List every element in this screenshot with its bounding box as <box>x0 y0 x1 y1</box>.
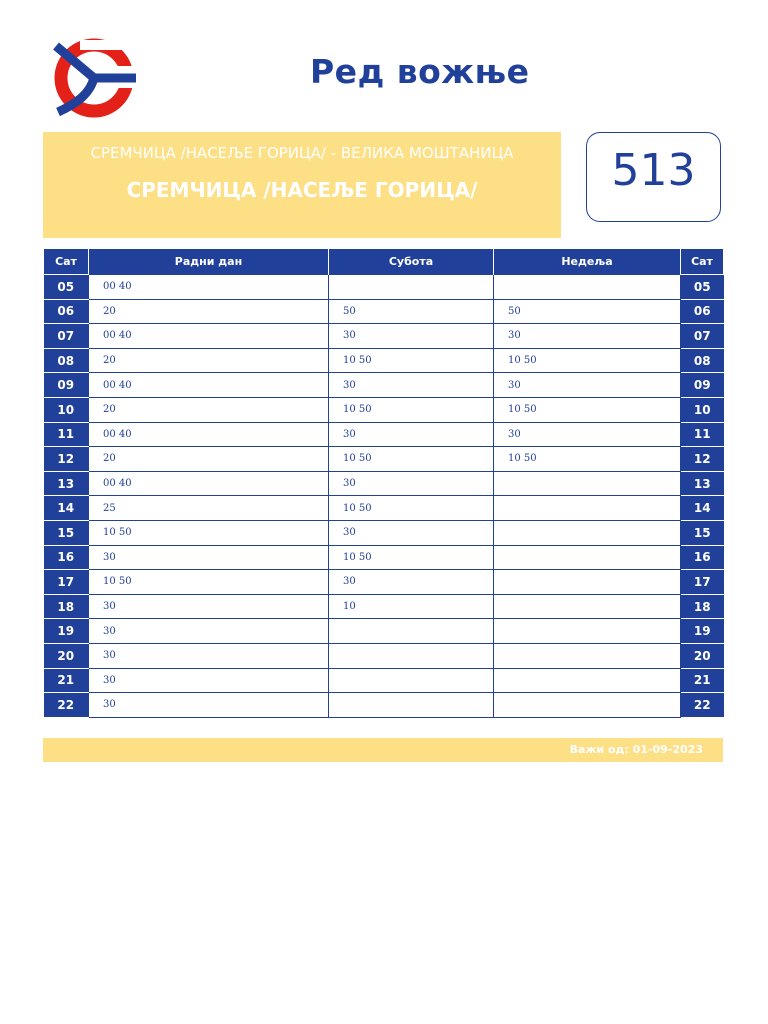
sunday-minutes-cell <box>494 594 681 619</box>
table-row <box>44 299 724 324</box>
sunday-minutes-cell <box>494 619 681 644</box>
table-row <box>44 668 724 693</box>
hour-cell-right: 16 <box>681 545 724 570</box>
header-hour-left: Сат <box>44 249 89 275</box>
sunday-minutes-cell: 30 <box>494 422 681 447</box>
saturday-minutes-cell <box>329 643 494 668</box>
hour-cell: 16 <box>44 545 89 570</box>
table-row <box>44 422 724 447</box>
sunday-minutes-cell <box>494 275 681 300</box>
hour-cell-right: 19 <box>681 619 724 644</box>
weekday-minutes-cell: 30 <box>89 619 329 644</box>
sunday-minutes-cell: 10 50 <box>494 397 681 422</box>
timetable-body <box>44 275 724 718</box>
sunday-minutes-cell <box>494 668 681 693</box>
hour-cell: 09 <box>44 373 89 398</box>
table-row <box>44 324 724 349</box>
hour-cell-right: 08 <box>681 348 724 373</box>
saturday-minutes-cell: 10 50 <box>329 545 494 570</box>
sunday-minutes-cell <box>494 693 681 718</box>
weekday-minutes-cell: 30 <box>89 643 329 668</box>
table-row <box>44 545 724 570</box>
table-row <box>44 496 724 521</box>
saturday-minutes-cell: 30 <box>329 520 494 545</box>
hour-cell-right: 14 <box>681 496 724 521</box>
hour-cell-right: 06 <box>681 299 724 324</box>
saturday-minutes-cell: 30 <box>329 373 494 398</box>
weekday-minutes-cell: 30 <box>89 668 329 693</box>
saturday-minutes-cell: 30 <box>329 422 494 447</box>
weekday-minutes-cell: 10 50 <box>89 570 329 595</box>
table-row <box>44 693 724 718</box>
footer-bar <box>43 738 723 762</box>
sunday-minutes-cell <box>494 471 681 496</box>
hour-cell-right: 12 <box>681 447 724 472</box>
sunday-minutes-cell: 10 50 <box>494 348 681 373</box>
hour-cell: 11 <box>44 422 89 447</box>
weekday-minutes-cell: 00 40 <box>89 422 329 447</box>
sunday-minutes-cell: 30 <box>494 373 681 398</box>
header-hour-right: Сат <box>681 249 724 275</box>
hour-cell-right: 13 <box>681 471 724 496</box>
sunday-minutes-cell: 10 50 <box>494 447 681 472</box>
hour-cell-right: 07 <box>681 324 724 349</box>
table-row <box>44 471 724 496</box>
saturday-minutes-cell: 50 <box>329 299 494 324</box>
hour-cell-right: 15 <box>681 520 724 545</box>
saturday-minutes-cell: 10 50 <box>329 447 494 472</box>
sunday-minutes-cell <box>494 496 681 521</box>
weekday-minutes-cell: 20 <box>89 299 329 324</box>
valid-from-label: Важи од: 01-09-2023 <box>569 743 703 756</box>
hour-cell: 19 <box>44 619 89 644</box>
weekday-minutes-cell: 20 <box>89 447 329 472</box>
timetable-header-row <box>44 249 724 275</box>
hour-cell: 18 <box>44 594 89 619</box>
hour-cell-right: 10 <box>681 397 724 422</box>
header-saturday: Субота <box>329 249 494 275</box>
saturday-minutes-cell: 10 50 <box>329 397 494 422</box>
weekday-minutes-cell: 25 <box>89 496 329 521</box>
weekday-minutes-cell: 20 <box>89 397 329 422</box>
hour-cell: 06 <box>44 299 89 324</box>
sunday-minutes-cell <box>494 520 681 545</box>
hour-cell-right: 09 <box>681 373 724 398</box>
table-row <box>44 619 724 644</box>
hour-cell-right: 05 <box>681 275 724 300</box>
saturday-minutes-cell <box>329 693 494 718</box>
hour-cell-right: 20 <box>681 643 724 668</box>
header-sunday: Недеља <box>494 249 681 275</box>
saturday-minutes-cell <box>329 275 494 300</box>
saturday-minutes-cell: 30 <box>329 324 494 349</box>
route-full-name: СРЕМЧИЦА /НАСЕЉЕ ГОРИЦА/ - ВЕЛИКА МОШТАНИЦА <box>90 144 514 162</box>
sunday-minutes-cell <box>494 643 681 668</box>
saturday-minutes-cell: 30 <box>329 570 494 595</box>
table-row <box>44 373 724 398</box>
transit-logo-icon <box>50 38 146 118</box>
hour-cell: 07 <box>44 324 89 349</box>
saturday-minutes-cell <box>329 619 494 644</box>
weekday-minutes-cell: 00 40 <box>89 373 329 398</box>
header-weekday: Радни дан <box>89 249 329 275</box>
weekday-minutes-cell: 30 <box>89 693 329 718</box>
timetable <box>43 249 724 718</box>
weekday-minutes-cell: 30 <box>89 545 329 570</box>
table-row <box>44 520 724 545</box>
saturday-minutes-cell: 10 50 <box>329 348 494 373</box>
hour-cell: 12 <box>44 447 89 472</box>
saturday-minutes-cell: 10 <box>329 594 494 619</box>
hour-cell-right: 11 <box>681 422 724 447</box>
weekday-minutes-cell: 00 40 <box>89 324 329 349</box>
hour-cell-right: 18 <box>681 594 724 619</box>
saturday-minutes-cell: 10 50 <box>329 496 494 521</box>
hour-cell: 10 <box>44 397 89 422</box>
line-number-badge <box>586 132 721 222</box>
hour-cell: 15 <box>44 520 89 545</box>
hour-cell-right: 21 <box>681 668 724 693</box>
saturday-minutes-cell <box>329 668 494 693</box>
hour-cell: 22 <box>44 693 89 718</box>
weekday-minutes-cell: 00 40 <box>89 471 329 496</box>
route-name-panel <box>43 132 561 238</box>
sunday-minutes-cell: 30 <box>494 324 681 349</box>
hour-cell-right: 22 <box>681 693 724 718</box>
line-number: 513 <box>611 145 696 196</box>
weekday-minutes-cell: 30 <box>89 594 329 619</box>
sunday-minutes-cell <box>494 545 681 570</box>
hour-cell: 13 <box>44 471 89 496</box>
table-row <box>44 570 724 595</box>
table-row <box>44 275 724 300</box>
saturday-minutes-cell: 30 <box>329 471 494 496</box>
sunday-minutes-cell <box>494 570 681 595</box>
table-row <box>44 348 724 373</box>
weekday-minutes-cell: 10 50 <box>89 520 329 545</box>
sunday-minutes-cell: 50 <box>494 299 681 324</box>
table-row <box>44 397 724 422</box>
route-direction: СРЕМЧИЦА /НАСЕЉЕ ГОРИЦА/ <box>126 178 478 202</box>
hour-cell-right: 17 <box>681 570 724 595</box>
hour-cell: 14 <box>44 496 89 521</box>
table-row <box>44 594 724 619</box>
hour-cell: 20 <box>44 643 89 668</box>
hour-cell: 17 <box>44 570 89 595</box>
hour-cell: 21 <box>44 668 89 693</box>
hour-cell: 05 <box>44 275 89 300</box>
weekday-minutes-cell: 00 40 <box>89 275 329 300</box>
table-row <box>44 643 724 668</box>
hour-cell: 08 <box>44 348 89 373</box>
table-row <box>44 447 724 472</box>
page-title: Ред вожње <box>310 52 530 91</box>
weekday-minutes-cell: 20 <box>89 348 329 373</box>
